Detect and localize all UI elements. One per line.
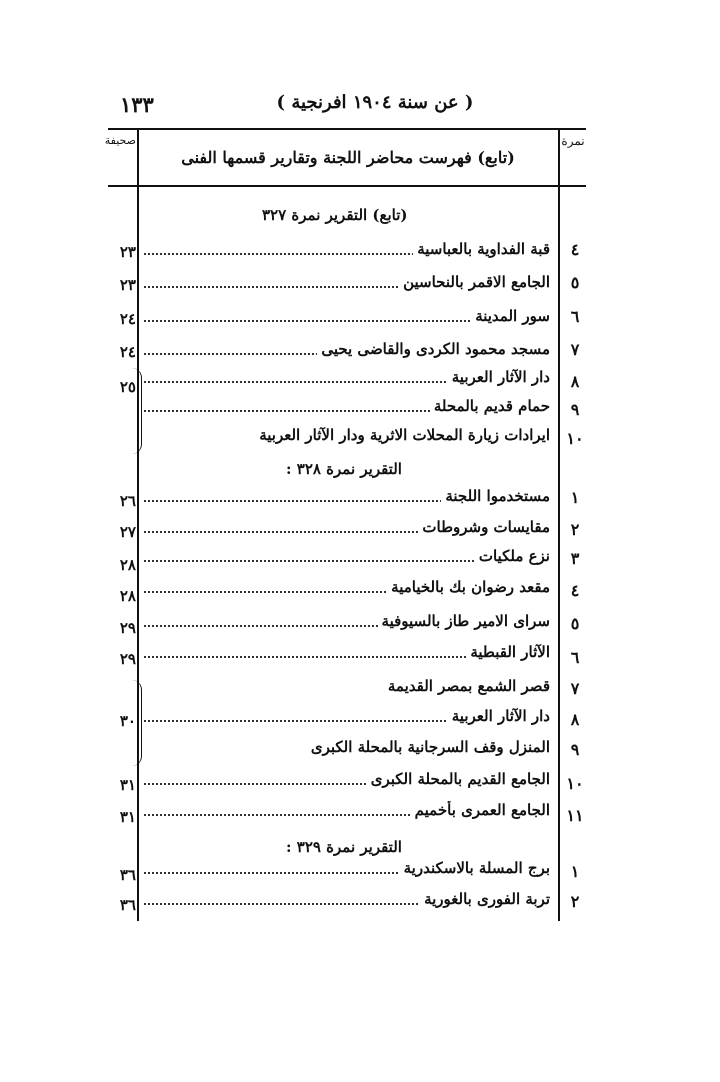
row-number: ٦ xyxy=(570,307,580,326)
row-title-text: الجامع الاقمر بالنحاسين xyxy=(399,273,550,291)
row-title xyxy=(144,738,550,756)
running-title: ( عن سنة ١٩٠٤ افرنجية ) xyxy=(276,92,474,113)
row-number: ٥ xyxy=(570,273,580,292)
row-title-text: سور المدينة xyxy=(471,307,550,325)
row-title-text: مقايسات وشروطات xyxy=(418,518,550,536)
section-title-328: التقرير نمرة ٣٢٨ : xyxy=(286,460,402,478)
row-page: ٢٨ xyxy=(119,556,136,574)
row-number: ٩ xyxy=(570,740,580,759)
row-number: ١٠ xyxy=(566,429,584,448)
row-page: ٣٦ xyxy=(119,896,136,914)
row-title xyxy=(144,273,550,291)
row-title-text: الجامع القديم بالمحلة الكبرى xyxy=(367,770,550,788)
row-page: ٢٣ xyxy=(119,276,136,294)
row-page: ٣٠ xyxy=(119,712,136,730)
row-page: ٢٦ xyxy=(119,492,136,510)
row-title-text: سراى الامير طاز بالسيوفية xyxy=(378,612,550,630)
row-number: ٢ xyxy=(570,892,580,911)
row-title xyxy=(144,240,550,258)
row-title xyxy=(144,340,550,358)
page-column-rule xyxy=(137,128,139,921)
row-title xyxy=(144,859,550,877)
number-column-header: نمرة xyxy=(561,134,585,148)
row-title-text: مقعد رضوان بك بالخيامية xyxy=(387,578,550,596)
row-number: ٤ xyxy=(570,240,580,259)
row-number: ٨ xyxy=(570,372,580,391)
row-page: ٢٥ xyxy=(119,378,136,396)
row-title-text: دار الآثار العربية xyxy=(448,707,550,725)
row-page: ٢٩ xyxy=(119,650,136,668)
row-title-text: تربة الفورى بالغورية xyxy=(420,890,550,908)
page-number: ١٣٣ xyxy=(120,92,154,117)
row-page: ٣١ xyxy=(119,808,136,826)
row-title xyxy=(144,426,550,444)
row-title-text: نزع ملكيات xyxy=(475,547,550,565)
table-caption: (تابع) فهرست محاضر اللجنة وتقارير قسمها الفنى xyxy=(181,148,515,167)
row-page: ٣٦ xyxy=(119,866,136,884)
grouping-brace xyxy=(131,368,142,454)
number-column-rule xyxy=(558,128,560,921)
row-page: ٢٨ xyxy=(119,587,136,605)
row-page: ٢٤ xyxy=(119,310,136,328)
row-number: ٤ xyxy=(570,581,580,600)
row-title xyxy=(144,612,550,630)
row-number: ٧ xyxy=(570,679,580,698)
row-number: ٦ xyxy=(570,648,580,667)
row-page: ٢٩ xyxy=(119,619,136,637)
table-top-rule xyxy=(108,128,586,130)
row-number: ١٠ xyxy=(566,774,584,793)
row-title-text: برج المسلة بالاسكندرية xyxy=(400,859,550,877)
row-number: ٩ xyxy=(570,400,580,419)
row-number: ٣ xyxy=(570,549,580,568)
section-title-327: (تابع) التقرير نمرة ٣٢٧ xyxy=(262,206,408,224)
row-title xyxy=(144,707,550,725)
row-title-text: دار الآثار العربية xyxy=(448,368,550,386)
section-title-329: التقرير نمرة ٣٢٩ : xyxy=(286,838,402,856)
row-page: ٣١ xyxy=(119,776,136,794)
table-header-rule xyxy=(108,185,586,187)
page-column-header: صحيفة xyxy=(104,134,136,147)
grouping-brace xyxy=(131,680,142,766)
row-title xyxy=(144,487,550,505)
row-title xyxy=(144,643,550,661)
row-number: ١ xyxy=(570,488,580,507)
row-title-text: مسجد محمود الكردى والقاضى يحيى xyxy=(317,340,550,358)
row-number: ٥ xyxy=(570,614,580,633)
row-title xyxy=(144,770,550,788)
row-number: ٨ xyxy=(570,710,580,729)
row-title-text: الجامع العمرى بأخميم xyxy=(411,801,550,819)
row-number: ١١ xyxy=(566,806,584,825)
row-number: ١ xyxy=(570,862,580,881)
row-title xyxy=(144,368,550,386)
row-title xyxy=(144,547,550,565)
row-title xyxy=(144,890,550,908)
row-title xyxy=(144,578,550,596)
row-title-text: ايرادات زيارة المحلات الاثرية ودار الآثار العربية xyxy=(255,426,550,444)
row-title-text: الآثار القبطية xyxy=(466,643,550,661)
row-title-text: مستخدموا اللجنة xyxy=(441,487,550,505)
row-title xyxy=(144,677,550,695)
row-number: ٧ xyxy=(570,340,580,359)
row-title-text: المنزل وقف السرجانية بالمحلة الكبرى xyxy=(307,738,550,756)
row-page: ٢٤ xyxy=(119,343,136,361)
row-page: ٢٧ xyxy=(119,523,136,541)
row-title-text: قصر الشمع بمصر القديمة xyxy=(384,677,550,695)
row-title xyxy=(144,307,550,325)
row-number: ٢ xyxy=(570,520,580,539)
row-title-text: حمام قديم بالمحلة xyxy=(430,397,550,415)
row-title xyxy=(144,518,550,536)
row-title xyxy=(144,801,550,819)
row-title xyxy=(144,397,550,415)
row-title-text: قبة الفداوية بالعباسية xyxy=(413,240,550,258)
row-page: ٢٣ xyxy=(119,243,136,261)
